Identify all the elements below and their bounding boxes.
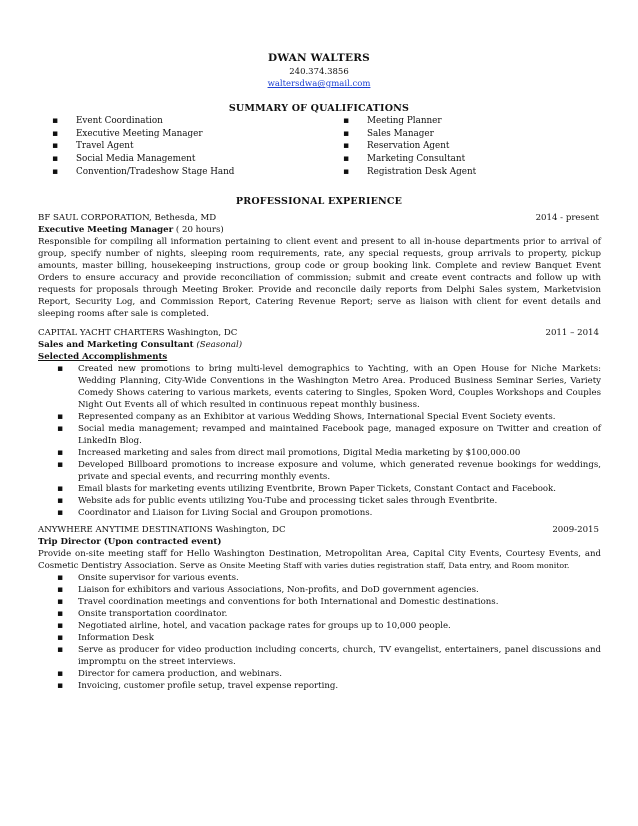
list-item: ▪ Travel coordination meetings and conventions for both International and Domestic destinations.: [38, 596, 601, 608]
qualification-item: ▪ Executive Meeting Manager: [52, 128, 312, 141]
qualification-item: ▪ Convention/Tradeshow Stage Hand: [52, 166, 312, 179]
duties-list: [38, 572, 601, 692]
job-company: CAPITAL YACHT CHARTERS Washington, DC: [38, 328, 238, 338]
job-description-small: Onsite Meeting Staff with varies duties registration staff, Data entry, and Room monitor.: [219, 561, 570, 570]
job-header: [38, 524, 601, 536]
job-dates: 2011 – 2014: [545, 328, 599, 338]
job-company: ANYWHERE ANYTIME DESTINATIONS Washington, DC: [38, 525, 286, 535]
candidate-name: DWAN WALTERS: [268, 52, 370, 64]
job-role-note: (Seasonal): [196, 340, 243, 350]
job-role-line: [38, 224, 601, 236]
job-header: [38, 212, 601, 224]
list-item: ▪ Liaison for exhibitors and various Associations, Non-profits, and DoD government agencies.: [38, 584, 601, 596]
list-item: ▪ Invoicing, customer profile setup, travel expense reporting.: [38, 680, 601, 692]
qualification-item: ▪ Reservation Agent: [343, 140, 583, 153]
qualification-item: ▪ Social Media Management: [52, 153, 312, 166]
job-role: Trip Director (Upon contracted event): [38, 537, 222, 547]
qualification-item: ▪ Travel Agent: [52, 140, 312, 153]
email-link[interactable]: waltersdwa@gmail.com: [267, 79, 371, 89]
list-item: ▪ Developed Billboard promotions to increase exposure and volume, which generated revenue bookings for weddings, private and special events, and recurring monthly events.: [38, 459, 601, 483]
qualification-item: ▪ Marketing Consultant: [343, 153, 583, 166]
job-header: [38, 327, 601, 339]
job-company: BF SAUL CORPORATION, Bethesda, MD: [38, 213, 217, 223]
job-description: Responsible for compiling all information pertaining to client event and present to all in-house departments prior to arrival of group, specify number of nights, sleeping room requirements, rate, any special requests, group arrivals to property, pickup amounts, master billing, housekeeping instructions, group code or group booking link. Complete and review Banquet Event Orders to ensure accuracy and provide reconciliation of commission; submit and create event contracts and follow up with requests for proposals through Meeting Broker. Provide and reconcile daily reports from Delphi Sales system, Marketvision Report, Security Log, and Commission Report, Catering Revenue Report; serve as liaison with client for event details and sleeping rooms after sale is completed.: [38, 237, 601, 319]
list-item: ▪ Onsite supervisor for various events.: [38, 572, 601, 584]
job-role-line: [38, 339, 601, 351]
list-item: ▪ Information Desk: [38, 632, 601, 644]
qualifications-left-list: [52, 115, 312, 179]
phone-number: 240.374.3856: [289, 67, 349, 77]
experience-heading: PROFESSIONAL EXPERIENCE: [235, 196, 403, 207]
job-role: Sales and Marketing Consultant: [38, 340, 194, 350]
qualifications-right-list: [343, 115, 583, 179]
job-description: [38, 548, 601, 572]
list-item: ▪ Website ads for public events utilizing You-Tube and processing ticket sales through Eventbrite.: [38, 495, 601, 507]
job-description-main: Provide on-site meeting staff for Hello Washington Destination, Metropolitan Area, Capital City Events, Courtesy Events, and Cosmetic Dentistry Association. Serve as: [38, 549, 601, 571]
list-item: ▪ Represented company as an Exhibitor at various Wedding Shows, International Special Event Society events.: [38, 411, 601, 423]
list-item: ▪ Increased marketing and sales from direct mail promotions, Digital Media marketing by $100,000.00: [38, 447, 601, 459]
list-item: ▪ Serve as producer for video production including concerts, church, TV evangelist, entertainers, panel discussions and impromptu on the street interviews.: [38, 644, 601, 668]
qualification-item: ▪ Event Coordination: [52, 115, 312, 128]
accomplishments-label: Selected Accomplishments: [38, 352, 168, 362]
list-item: ▪ Social media management; revamped and maintained Facebook page, managed exposure on Twitter and creation of LinkedIn Blog.: [38, 423, 601, 447]
job-dates: 2014 - present: [535, 213, 599, 223]
experience-section: [38, 212, 601, 692]
qualification-item: ▪ Sales Manager: [343, 128, 583, 141]
list-item: ▪ Coordinator and Liaison for Living Social and Groupon promotions.: [38, 507, 601, 519]
job-role-note: ( 20 hours): [173, 225, 224, 235]
qualifications-heading: SUMMARY OF QUALIFICATIONS: [228, 103, 410, 114]
job-dates: 2009-2015: [552, 525, 599, 535]
qualification-item: ▪ Meeting Planner: [343, 115, 583, 128]
list-item: ▪ Onsite transportation coordinator.: [38, 608, 601, 620]
qualification-item: ▪ Registration Desk Agent: [343, 166, 583, 179]
list-item: ▪ Director for camera production, and webinars.: [38, 668, 601, 680]
list-item: ▪ Created new promotions to bring multi-level demographics to Yachting, with an Open House for Niche Markets: Wedding Planning, City-Wide Conventions in the Washington Metro Area. Produced Business Seminar Series, Variety Comedy Shows catering to various markets, events catering to Singles, Spoken Word, Couples Workshops and Couples Night Out Events all of which resulted in continuous repeat monthly business.: [38, 363, 601, 411]
accomplishments-list: [38, 363, 601, 519]
list-item: ▪ Email blasts for marketing events utilizing Eventbrite, Brown Paper Tickets, Constant Contact and Facebook.: [38, 483, 601, 495]
list-item: ▪ Negotiated airline, hotel, and vacation package rates for groups up to 10,000 people.: [38, 620, 601, 632]
job-role: Executive Meeting Manager: [38, 225, 174, 235]
